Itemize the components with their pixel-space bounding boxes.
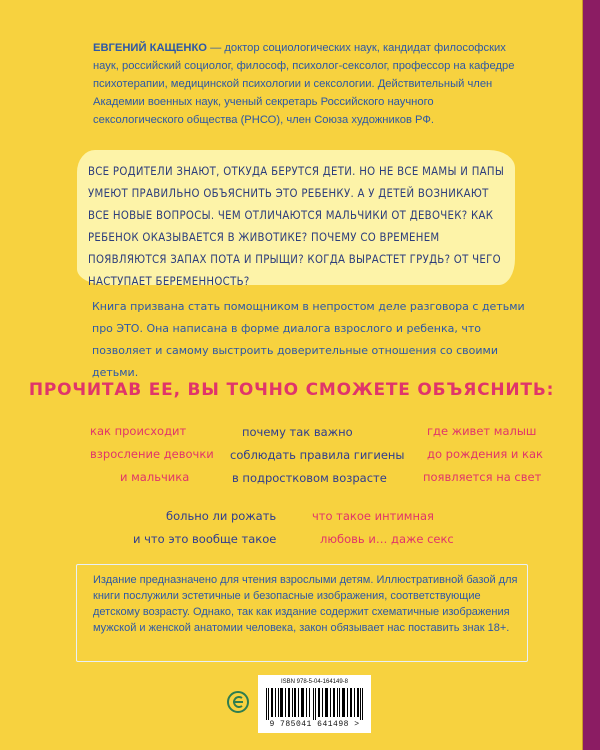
author-description: — доктор социологических наук, кандидат философских наук, российский социолог, философ, психолог-сексолог, профессор на кафедре психотерапии, медицинской психологии и сексологии. Действительный член Академии военных наук, ученый секретарь Российского научного сексологического общества (РНСО), член Союза художников РФ.: [93, 42, 515, 126]
topic-line: почему так важно: [242, 425, 353, 439]
barcode: [258, 675, 371, 733]
topic-birth: [423, 420, 543, 489]
topic-line: появляется на свет: [423, 470, 542, 484]
topic-line: любовь и… даже секс: [320, 532, 454, 546]
topic-line: как происходит: [90, 424, 187, 438]
spine-strip: [583, 0, 600, 750]
question-bubble-text: ВСЕ РОДИТЕЛИ ЗНАЮТ, ОТКУДА БЕРУТСЯ ДЕТИ. НО НЕ ВСЕ МАМЫ И ПАПЫ УМЕЮТ ПРАВИЛЬНО ОБЪЯСНИТЬ ЭТО РЕБЕНКУ. А У ДЕТЕЙ ВОЗНИКАЮТ ВСЕ НОВЫЕ ВОПРОСЫ. ЧЕМ ОТЛИЧАЮТСЯ МАЛЬЧИКИ ОТ ДЕВОЧЕК? КАК РЕБЕНОК ОКАЗЫВАЕТСЯ В ЖИВОТИКЕ? ПОЧЕМУ СО ВРЕМЕНЕМ ПОЯВЛЯЮТСЯ ЗАПАХ ПОТА И ПРЫЩИ? КОГДА ВЫРАСТЕТ ГРУДЬ? ОТ ЧЕГО НАСТУПАЕТ БЕРЕМЕННОСТЬ?: [88, 165, 505, 288]
topic-growing-up: [90, 420, 214, 489]
topic-intimacy: [312, 505, 454, 551]
topic-line: больно ли рожать: [166, 509, 277, 523]
topic-line: в подростковом возрасте: [232, 471, 387, 485]
topic-line: взросление девочки: [90, 447, 214, 461]
topic-line: что такое интимная: [312, 509, 434, 523]
headline: ПРОЧИТАВ ЕЕ, ВЫ ТОЧНО СМОЖЕТЕ ОБЪЯСНИТЬ:: [28, 380, 555, 400]
topic-hygiene: [230, 421, 405, 490]
author-bio: [93, 39, 523, 129]
isbn-label: ISBN 978-5-04-164149-8: [280, 679, 349, 685]
topic-line: где живет малыш: [427, 424, 537, 438]
author-name: ЕВГЕНИЙ КАЩЕНКО: [93, 42, 207, 54]
publisher-logo-icon: [226, 690, 250, 714]
topic-line: до рождения и как: [427, 447, 543, 461]
age-notice-text: Издание предназначено для чтения взрослыми детям. Иллюстративной базой для книги послужили эстетичные и безопасные изображения, соответствующие детскому возрасту. Однако, так как издание содержит схематичные изображения мужской и женской анатомии человека, закон обязывает нас поставить знак 18+.: [93, 574, 518, 634]
barcode-digits: 9 785041 641498 >: [269, 720, 360, 729]
topic-line: соблюдать правила гигиены: [230, 448, 405, 462]
topic-line: и мальчика: [120, 470, 190, 484]
barcode-bars: [266, 688, 363, 720]
topic-childbirth: [133, 505, 276, 551]
topic-line: и что это вообще такое: [133, 532, 277, 546]
intro-paragraph: Книга призвана стать помощником в непростом деле разговора с детьми про ЭТО. Она написана в форме диалога взрослого и ребенка, что позволяет и самому выстроить доверительные отношения со своими детьми.: [92, 300, 525, 379]
